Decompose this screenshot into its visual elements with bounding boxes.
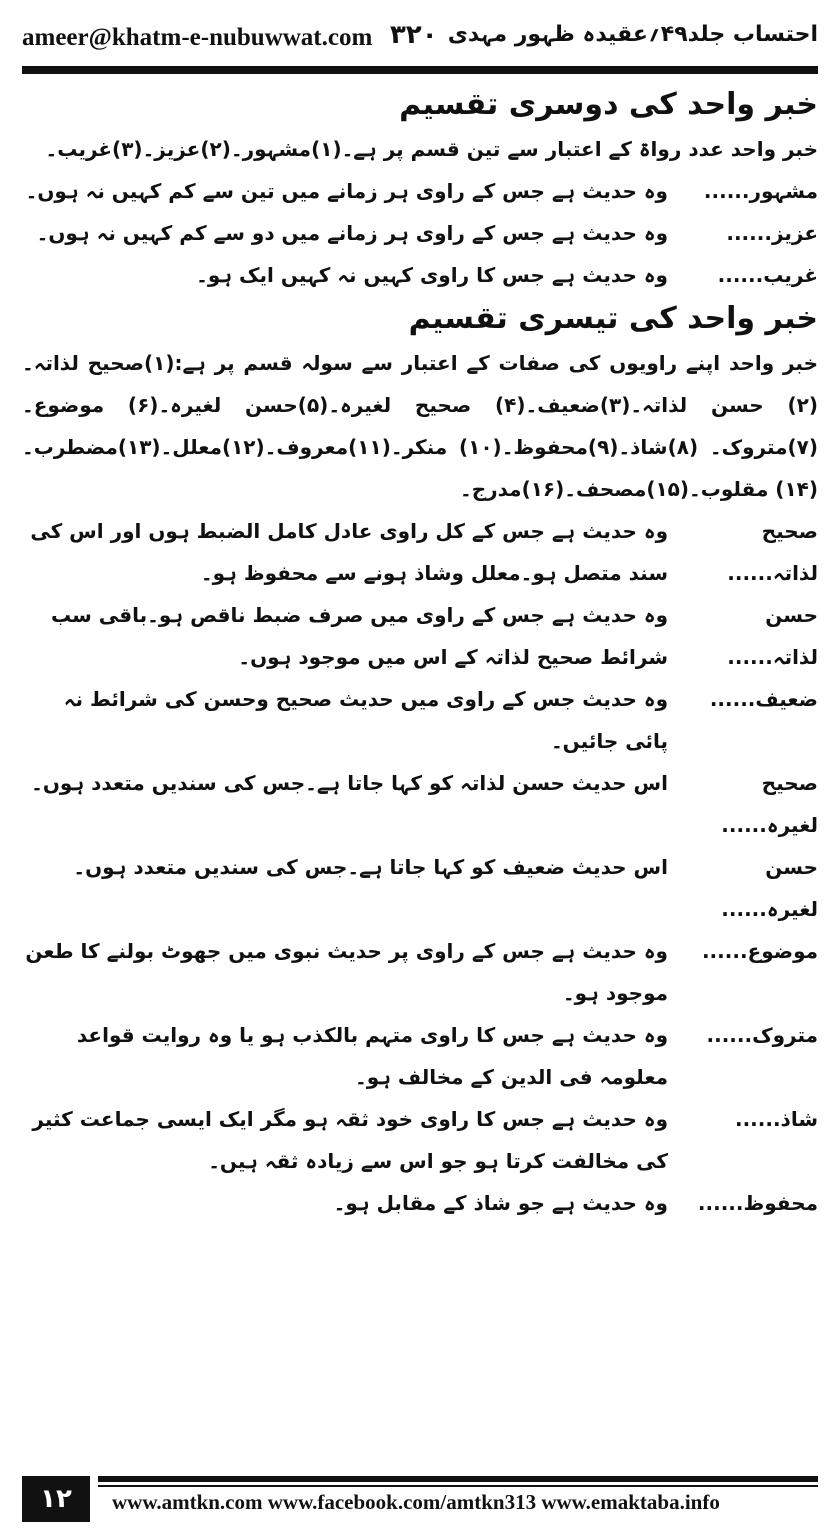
definition-row	[22, 1182, 818, 1224]
definition-row	[22, 254, 818, 296]
header-book-title: احتساب جلد۴۹؍عقیدہ ظہور مہدی	[447, 22, 818, 47]
definition-row	[22, 1098, 818, 1182]
footer-links: www.amtkn.com www.facebook.com/amtkn313 www.emaktaba.info	[112, 1490, 720, 1514]
definition-term: غریب......	[717, 263, 818, 287]
definition-row	[22, 170, 818, 212]
definition-term: حسن لغیرہ......	[721, 855, 818, 921]
definition-term: شاذ......	[734, 1107, 818, 1131]
definition-text: وہ حدیث ہے جس کے راوی میں صرف ضبط ناقص ہو۔باقی سب شرائط صحیح لذاتہ کے اس میں موجود ہوں۔	[50, 603, 668, 669]
definition-row	[22, 1014, 818, 1098]
definition-text: وہ حدیث ہے جس کا راوی متہم بالکذب ہو یا وہ روایت قواعد معلومہ فی الدین کے مخالف ہو۔	[76, 1023, 668, 1089]
definition-text: وہ حدیث ہے جس کے راوی پر حدیث نبوی میں جھوٹ بولنے کا طعن موجود ہو۔	[25, 939, 668, 1005]
definition-row	[22, 846, 818, 930]
definition-row	[22, 594, 818, 678]
page-footer	[22, 1476, 818, 1522]
definition-term: مشہور......	[703, 179, 818, 203]
footer-rule	[98, 1476, 818, 1482]
header-email: ameer@khatm-e-nubuwwat.com	[22, 24, 373, 51]
header-page-number: ۳۲۰	[390, 20, 438, 50]
definition-row	[22, 678, 818, 762]
definition-text: وہ حدیث ہے جس کے راوی ہر زمانے میں تین سے کم کہیں نہ ہوں۔	[25, 179, 668, 203]
definition-text: وہ حدیث ہے جس کے کل راوی عادل کامل الضبط ہوں اور اس کی سند متصل ہو۔معلل وشاذ ہونے سے محفوظ ہو۔	[30, 519, 668, 585]
definition-term: موضوع......	[701, 939, 818, 963]
page-body	[22, 82, 818, 1460]
definition-term: صحیح لذاتہ......	[727, 519, 818, 585]
header-rule	[22, 66, 818, 74]
section-intro-third-division: خبر واحد اپنے راویوں کی صفات کے اعتبار سے سولہ قسم پر ہے:(۱)صحیح لذاتہ۔(۲) حسن لذاتہ۔(۳)ضعیف۔(۴) صحیح لغیرہ۔(۵)حسن لغیرہ۔(۶) موضوع۔(۷)متروک۔ (۸)شاذ۔(۹)محفوظ۔(۱۰) منکر۔(۱۱)معروف۔(۱۲)معلل۔(۱۳)مضطرب۔ (۱۴) مقلوب۔(۱۵)مصحف۔(۱۶)مدرج۔	[22, 351, 818, 501]
definition-term: ضعیف......	[709, 687, 818, 711]
definition-row	[22, 762, 818, 846]
page-header	[22, 18, 818, 62]
definition-row	[22, 510, 818, 594]
definition-term: عزیز......	[726, 221, 818, 245]
definition-row	[22, 930, 818, 1014]
footer-page-number: ۱۲	[22, 1476, 90, 1522]
definition-term: صحیح لغیرہ......	[721, 771, 818, 837]
definition-text: وہ حدیث ہے جس کے راوی ہر زمانے میں دو سے کم کہیں نہ ہوں۔	[36, 221, 668, 245]
definition-text: وہ حدیث جس کے راوی میں حدیث صحیح وحسن کی شرائط نہ پائی جائیں۔	[63, 687, 668, 753]
definition-text: وہ حدیث ہے جس کا راوی کہیں نہ کہیں ایک ہو۔	[196, 263, 668, 287]
definition-text: وہ حدیث ہے جس کا راوی خود ثقہ ہو مگر ایک ایسی جماعت کثیر کی مخالفت کرتا ہو جو اس سے زیادہ ثقہ ہیں۔	[32, 1107, 668, 1173]
definition-text: وہ حدیث ہے جو شاذ کے مقابل ہو۔	[333, 1191, 668, 1215]
definition-term: حسن لذاتہ......	[727, 603, 818, 669]
definition-row	[22, 212, 818, 254]
definition-term: متروک......	[706, 1023, 818, 1047]
definition-text: اس حدیث حسن لذاتہ کو کہا جاتا ہے۔جس کی سندیں متعدد ہوں۔	[31, 771, 668, 795]
definition-text: اس حدیث ضعیف کو کہا جاتا ہے۔جس کی سندیں متعدد ہوں۔	[73, 855, 668, 879]
section-heading-third-division: خبر واحد کی تیسری تقسیم	[408, 301, 818, 336]
section-heading-second-division: خبر واحد کی دوسری تقسیم	[399, 87, 818, 122]
definition-term: محفوظ......	[697, 1191, 818, 1215]
section-intro-second-division: خبر واحد عدد رواۃ کے اعتبار سے تین قسم پر ہے۔(۱)مشہور۔(۲)عزیز۔(۳)غریب۔	[45, 137, 818, 161]
footer-rule-thin	[98, 1485, 818, 1487]
